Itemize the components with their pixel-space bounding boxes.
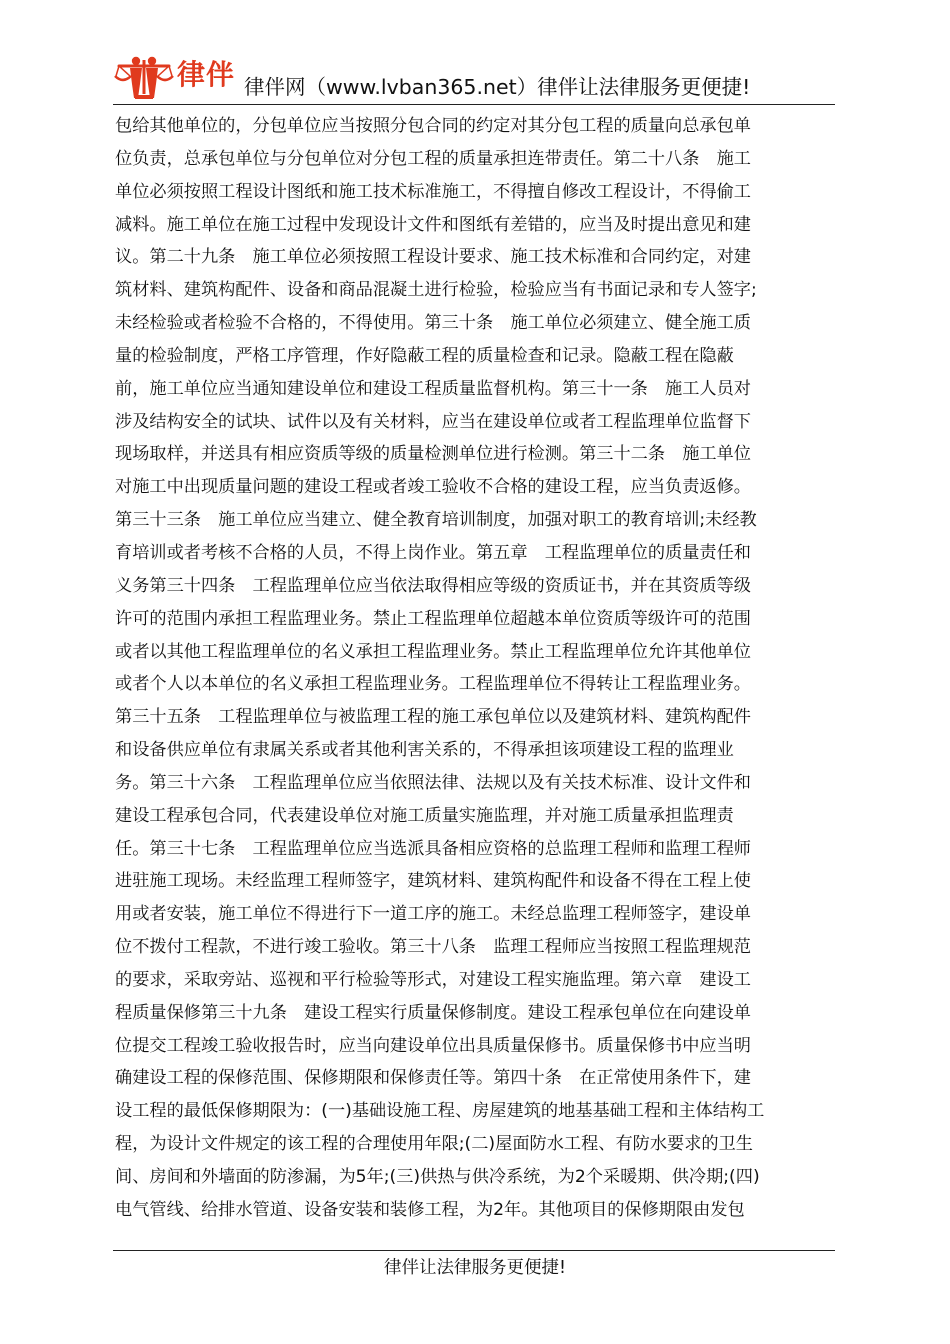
body-line: 任。第三十七条 工程监理单位应当选派具备相应资格的总监理工程师和监理工程师 bbox=[115, 838, 751, 859]
body-line: 对施工中出现质量问题的建设工程或者竣工验收不合格的建设工程，应当负责返修。 bbox=[115, 477, 751, 498]
body-line: 确建设工程的保修范围、保修期限和保修责任等。第四十条 在正常使用条件下，建 bbox=[115, 1068, 751, 1089]
body-line: 电气管线、给排水管道、设备安装和装修工程，为2年。其他项目的保修期限由发包 bbox=[115, 1199, 745, 1220]
body-line: 筑材料、建筑构配件、设备和商品混凝土进行检验，检验应当有书面记录和专人签字; bbox=[115, 280, 757, 301]
body-line: 单位必须按照工程设计图纸和施工技术标准施工，不得擅自修改工程设计，不得偷工 bbox=[115, 181, 751, 202]
body-line: 进驻施工现场。未经监理工程师签字，建筑材料、建筑构配件和设备不得在工程上使 bbox=[115, 871, 751, 892]
page-header bbox=[113, 52, 835, 104]
body-line: 位提交工程竣工验收报告时，应当向建设单位出具质量保修书。质量保修书中应当明 bbox=[115, 1035, 751, 1056]
body-line: 或者以其他工程监理单位的名义承担工程监理业务。禁止工程监理单位允许其他单位 bbox=[115, 641, 751, 662]
body-line: 量的检验制度，严格工序管理，作好隐蔽工程的质量检查和记录。隐蔽工程在隐蔽 bbox=[115, 345, 734, 366]
body-line: 建设工程承包合同，代表建设单位对施工质量实施监理，并对施工质量承担监理责 bbox=[115, 805, 734, 826]
footer-slogan: 律伴让法律服务更便捷! bbox=[383, 1258, 566, 1278]
body-line: 设工程的最低保修期限为：(一)基础设施工程、房屋建筑的地基基础工程和主体结构工 bbox=[115, 1101, 765, 1122]
body-line: 议。第二十九条 施工单位必须按照工程设计要求、施工技术标准和合同约定，对建 bbox=[115, 247, 751, 268]
body-line: 现场取样，并送具有相应资质等级的质量检测单位进行检测。第三十二条 施工单位 bbox=[115, 444, 751, 465]
body-line: 第三十三条 施工单位应当建立、健全教育培训制度，加强对职工的教育培训;未经教 bbox=[115, 510, 757, 531]
body-line: 或者个人以本单位的名义承担工程监理业务。工程监理单位不得转让工程监理业务。 bbox=[115, 674, 751, 695]
header-divider bbox=[113, 104, 835, 105]
body-line: 未经检验或者检验不合格的，不得使用。第三十条 施工单位必须建立、健全施工质 bbox=[115, 313, 751, 334]
body-line: 包给其他单位的，分包单位应当按照分包合同的约定对其分包工程的质量向总承包单 bbox=[115, 116, 751, 136]
body-line: 程质量保修第三十九条 建设工程实行质量保修制度。建设工程承包单位在向建设单 bbox=[115, 1002, 751, 1023]
body-line: 前，施工单位应当通知建设单位和建设工程质量监督机构。第三十一条 施工人员对 bbox=[115, 378, 751, 399]
body-line: 程，为设计文件规定的该工程的合理使用年限;(二)屋面防水工程、有防水要求的卫生 bbox=[115, 1134, 753, 1155]
body-line: 间、房间和外墙面的防渗漏，为5年;(三)供热与供冷系统，为2个采暖期、供冷期;(四) bbox=[115, 1167, 760, 1187]
document-body bbox=[115, 110, 827, 1227]
body-line: 涉及结构安全的试块、试件以及有关材料，应当在建设单位或者工程监理单位监督下 bbox=[115, 411, 751, 432]
body-line: 减料。施工单位在施工过程中发现设计文件和图纸有差错的，应当及时提出意见和建 bbox=[115, 214, 751, 235]
footer-divider bbox=[113, 1250, 835, 1251]
body-line: 和设备供应单位有隶属关系或者其他利害关系的，不得承担该项建设工程的监理业 bbox=[115, 740, 734, 761]
body-line: 务。第三十六条 工程监理单位应当依照法律、法规以及有关技术标准、设计文件和 bbox=[115, 772, 751, 793]
body-line: 义务第三十四条 工程监理单位应当依法取得相应等级的资质证书，并在其资质等级 bbox=[115, 575, 751, 596]
logo-text: 律伴 bbox=[177, 58, 236, 91]
body-line: 许可的范围内承担工程监理业务。禁止工程监理单位超越本单位资质等级许可的范围 bbox=[115, 608, 751, 629]
body-line: 位不拨付工程款，不进行竣工验收。第三十八条 监理工程师应当按照工程监理规范 bbox=[115, 937, 751, 958]
body-line: 第三十五条 工程监理单位与被监理工程的施工承包单位以及建筑材料、建筑构配件 bbox=[115, 707, 751, 728]
scales-of-justice-icon bbox=[113, 54, 175, 100]
body-line: 用或者安装，施工单位不得进行下一道工序的施工。未经总监理工程师签字，建设单 bbox=[115, 904, 751, 925]
header-slogan[interactable]: 律伴网（www.lvban365.net）律伴让法律服务更便捷! bbox=[244, 75, 751, 99]
body-line: 育培训或者考核不合格的人员，不得上岗作业。第五章 工程监理单位的质量责任和 bbox=[115, 542, 751, 563]
body-line: 位负责，总承包单位与分包单位对分包工程的质量承担连带责任。第二十八条 施工 bbox=[115, 148, 751, 169]
lvban-logo bbox=[113, 54, 243, 100]
body-line: 的要求，采取旁站、巡视和平行检验等形式，对建设工程实施监理。第六章 建设工 bbox=[115, 969, 751, 990]
